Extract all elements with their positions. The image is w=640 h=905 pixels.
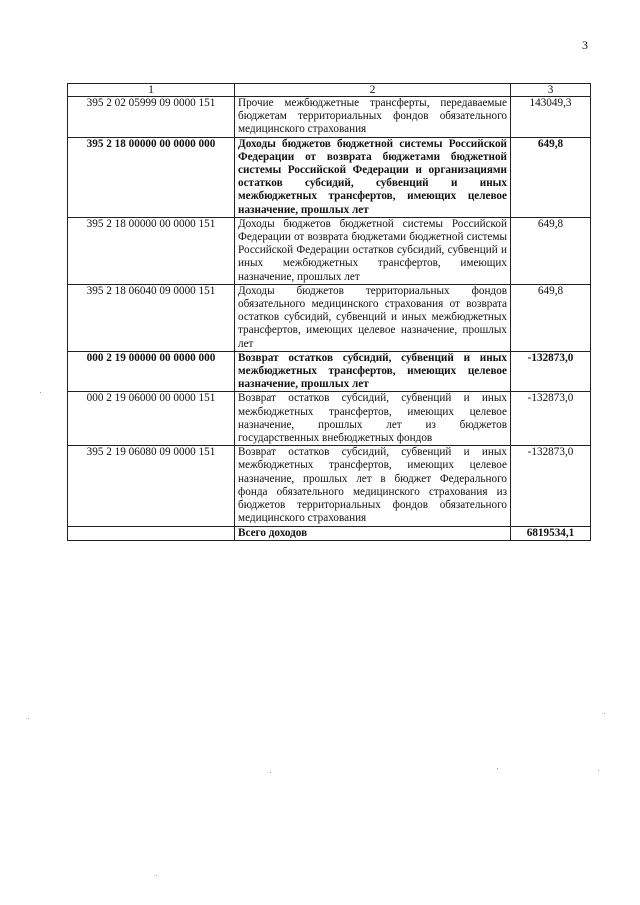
amount-cell: -132873,0 — [511, 392, 591, 446]
table-header-row — [68, 84, 591, 97]
budget-code-cell: 395 2 18 00000 00 0000 000 — [68, 137, 235, 217]
revenue-name-cell: Доходы бюджетов бюджетной системы Российской Федерации от возврата бюджетами бюджетной системы Российской Федерации остатков субсидий, субвенций и иных межбюджетных трансфертов, имеющих назначение, прошлых лет — [235, 217, 511, 284]
budget-code-cell: 395 2 02 05999 09 0000 151 — [68, 97, 235, 138]
amount-cell: -132873,0 — [511, 446, 591, 526]
revenue-name-cell: Возврат остатков субсидий, субвенций и иных межбюджетных трансфертов, имеющих целевое назначение, прошлых лет из бюджетов государственных внебюджетных фондов — [235, 392, 511, 446]
amount-cell: 143049,3 — [511, 97, 591, 138]
revenue-table — [67, 83, 591, 541]
table-row — [68, 446, 591, 526]
amount-cell: 649,8 — [511, 284, 591, 351]
revenue-name-cell: Возврат остатков субсидий, субвенций и иных межбюджетных трансфертов, имеющих целевое назначение, прошлых лет в бюджет Федерального фонда обязательного медицинского страхования из бюджетов территориальных фондов обязательного медицинского страхования — [235, 446, 511, 526]
budget-code-cell: 000 2 19 00000 00 0000 000 — [68, 351, 235, 392]
revenue-name-cell: Возврат остатков субсидий, субвенций и иных межбюджетных трансфертов, имеющих целевое назначение, прошлых лет — [235, 351, 511, 392]
table-row — [68, 392, 591, 446]
revenue-name-cell: Доходы бюджетов территориальных фондов обязательного медицинского страхования от возврата остатков субсидий, субвенций и иных межбюджетных трансфертов, имеющих целевое назначение, прошлых лет — [235, 284, 511, 351]
revenue-name-cell: Доходы бюджетов бюджетной системы Российской Федерации от возврата бюджетами бюджетной системы Российской Федерации и организациями остатков субсидий, субвенций и иных межбюджетных трансфертов, имеющих целевое назначение, прошлых лет — [235, 137, 511, 217]
table-row — [68, 217, 591, 284]
column-header-name: 2 — [235, 84, 511, 97]
amount-cell: 649,8 — [511, 137, 591, 217]
table-row — [68, 284, 591, 351]
total-amount-cell: 6819534,1 — [511, 526, 591, 540]
total-row — [68, 526, 591, 540]
total-code-cell — [68, 526, 235, 540]
budget-code-cell: 395 2 18 06040 09 0000 151 — [68, 284, 235, 351]
table-row — [68, 97, 591, 138]
total-label-cell: Всего доходов — [235, 526, 511, 540]
column-header-amount: 3 — [511, 84, 591, 97]
budget-code-cell: 395 2 18 00000 00 0000 151 — [68, 217, 235, 284]
amount-cell: -132873,0 — [511, 351, 591, 392]
page-number: 3 — [582, 38, 588, 52]
budget-code-cell: 000 2 19 06000 00 0000 151 — [68, 392, 235, 446]
table-row — [68, 351, 591, 392]
column-header-code: 1 — [68, 84, 235, 97]
budget-code-cell: 395 2 19 06080 09 0000 151 — [68, 446, 235, 526]
revenue-name-cell: Прочие межбюджетные трансферты, передаваемые бюджетам территориальных фондов обязательного медицинского страхования — [235, 97, 511, 138]
amount-cell: 649,8 — [511, 217, 591, 284]
table-row — [68, 137, 591, 217]
